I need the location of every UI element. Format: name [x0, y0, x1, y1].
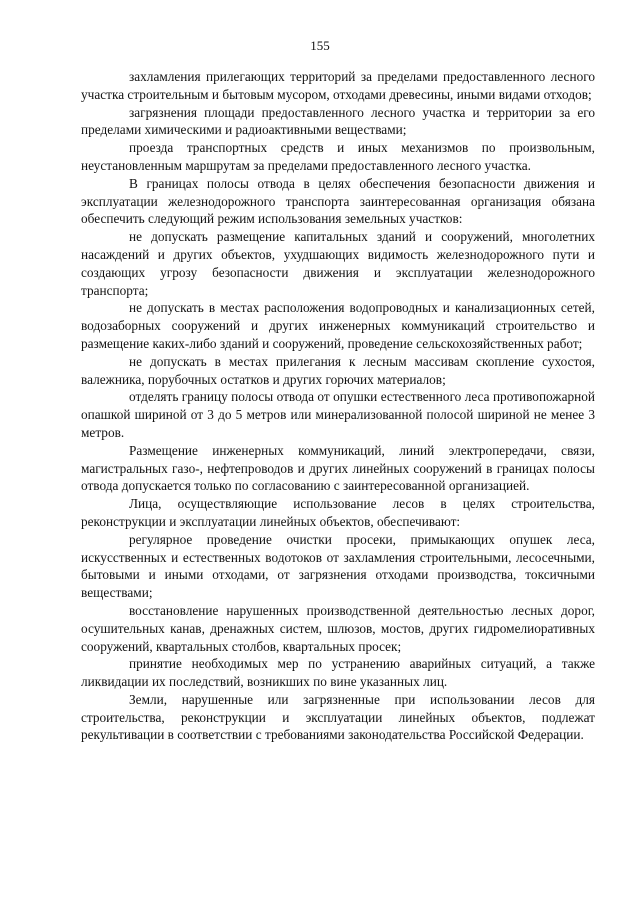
paragraph-7: не допускать в местах прилегания к лесным массивам скопление сухостоя, валежника, порубочных остатков и других горючих материалов; — [81, 353, 595, 387]
paragraph-4: В границах полосы отвода в целях обеспечения безопасности движения и эксплуатации железнодорожного транспорта заинтересованная организация обязана обеспечить следующий режим использования земельных участков: — [81, 175, 595, 227]
paragraph-10: Лица, осуществляющие использование лесов в целях строительства, реконструкции и эксплуатации линейных объектов, обеспечивают: — [81, 496, 595, 529]
paragraph-9: Размещение инженерных коммуникаций, линий электропередачи, связи, магистральных газо-, нефтепроводов и других линейных сооружений в границах полосы отвода допускается только по согласованию с заинтересованной организацией. — [81, 442, 595, 494]
page-number: 155 — [310, 38, 330, 53]
paragraph-14: Земли, нарушенные или загрязненные при использовании лесов для строительства, реконструкции и эксплуатации линейных объектов, подлежат рекультивации в соответствии с требованиями законодательства Российской Федерации. — [81, 691, 595, 743]
document-body — [81, 68, 595, 744]
paragraph-11: регулярное проведение очистки просеки, примыкающих опушек леса, искусственных и естественных водотоков от захламления строительными, лесосечными, бытовыми и иными отходами, от загрязнения отходами производства, токсичными веществами; — [81, 531, 595, 601]
paragraph-3: проезда транспортных средств и иных механизмов по произвольным, неустановленным маршрутам за пределами предоставленного лесного участка. — [81, 140, 595, 173]
paragraph-12: восстановление нарушенных производственной деятельностью лесных дорог, осушительных канав, дренажных систем, шлюзов, мостов, других гидромелиоративных сооружений, квартальных столбов, квартальных просек; — [81, 602, 595, 654]
paragraph-2: загрязнения площади предоставленного лесного участка и территории за его пределами химическими и радиоактивными веществами; — [81, 104, 595, 138]
paragraph-5: не допускать размещение капитальных зданий и сооружений, многолетних насаждений и других объектов, ухудшающих видимость железнодорожного пути и создающих угрозу безопасности движения и эксплуатации железнодорожного транспорта; — [81, 229, 595, 298]
paragraph-1: захламления прилегающих территорий за пределами предоставленного лесного участка строительным и бытовым мусором, отходами древесины, иными видами отходов; — [81, 69, 595, 102]
paragraph-6: не допускать в местах расположения водопроводных и канализационных сетей, водозаборных сооружений и других инженерных коммуникаций строительство и размещение каких-либо зданий и сооружений, проведение сельскохозяйственных работ; — [81, 300, 595, 351]
paragraph-8: отделять границу полосы отвода от опушки естественного леса противопожарной опашкой шириной от 3 до 5 метров или минерализованной полосой шириной не менее 3 метров. — [81, 389, 595, 440]
paragraph-13: принятие необходимых мер по устранению аварийных ситуаций, а также ликвидации их последствий, возникших по вине указанных лиц. — [81, 656, 595, 690]
